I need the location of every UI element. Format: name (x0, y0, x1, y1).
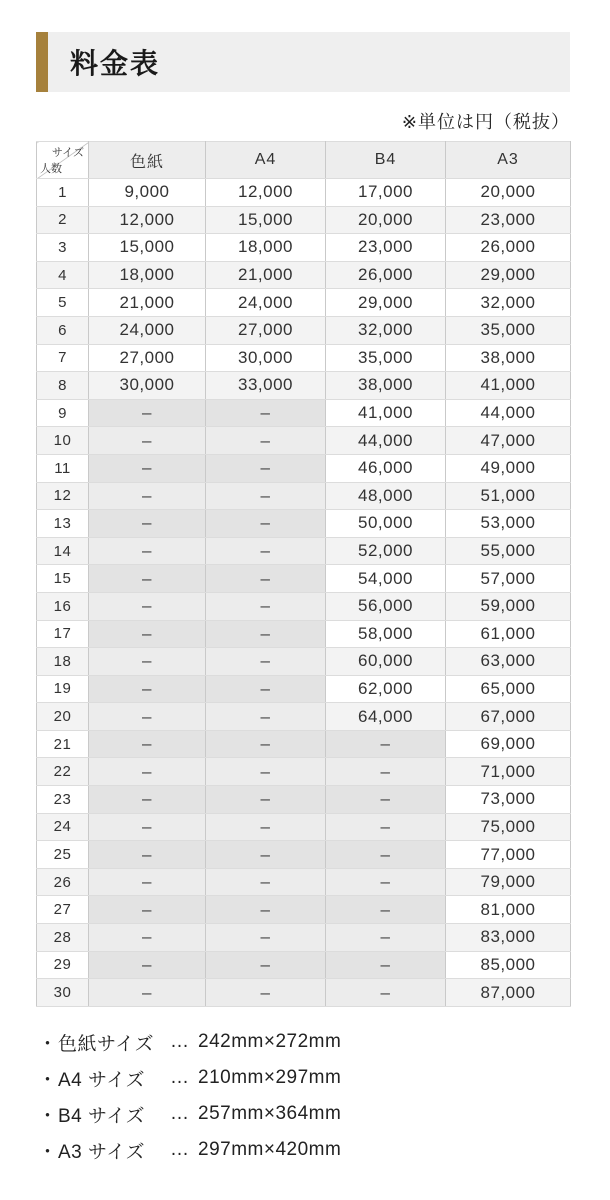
bullet-icon: ・ (38, 1105, 58, 1127)
not-available-cell: – (89, 786, 206, 814)
not-available-cell: – (89, 896, 206, 924)
not-available-cell: – (326, 730, 446, 758)
not-available-cell: – (206, 786, 326, 814)
price-cell: 30,000 (89, 372, 206, 400)
price-cell: 83,000 (446, 924, 571, 952)
price-cell: 46,000 (326, 454, 446, 482)
not-available-cell: – (206, 565, 326, 593)
price-cell: 23,000 (326, 234, 446, 262)
corner-label-people: 人数 (40, 163, 62, 175)
price-cell: 27,000 (89, 344, 206, 372)
not-available-cell: – (89, 427, 206, 455)
table-row (37, 813, 571, 841)
not-available-cell: – (89, 868, 206, 896)
price-cell: 79,000 (446, 868, 571, 896)
table-row (37, 316, 571, 344)
ellipsis-separator: … (170, 1139, 189, 1160)
price-cell: 61,000 (446, 620, 571, 648)
table-row (37, 482, 571, 510)
size-legend (38, 1024, 341, 1168)
people-count-cell: 22 (37, 758, 89, 786)
not-available-cell: – (206, 399, 326, 427)
people-count-cell: 30 (37, 979, 89, 1007)
people-count-cell: 21 (37, 730, 89, 758)
table-row (37, 592, 571, 620)
not-available-cell: – (89, 510, 206, 538)
price-cell: 58,000 (326, 620, 446, 648)
not-available-cell: – (206, 648, 326, 676)
price-cell: 9,000 (89, 179, 206, 207)
table-row (37, 868, 571, 896)
price-cell: 18,000 (89, 261, 206, 289)
people-count-cell: 16 (37, 592, 89, 620)
people-count-cell: 12 (37, 482, 89, 510)
not-available-cell: – (89, 454, 206, 482)
size-value: 210mm×297mm (198, 1067, 342, 1088)
not-available-cell: – (89, 399, 206, 427)
price-cell: 62,000 (326, 675, 446, 703)
bullet-icon: ・ (38, 1069, 58, 1091)
not-available-cell: – (89, 951, 206, 979)
table-row (37, 979, 571, 1007)
people-count-cell: 20 (37, 703, 89, 731)
not-available-cell: – (326, 786, 446, 814)
not-available-cell: – (206, 537, 326, 565)
header-row (37, 142, 571, 179)
price-cell: 53,000 (446, 510, 571, 538)
table-row (37, 289, 571, 317)
not-available-cell: – (206, 427, 326, 455)
not-available-cell: – (89, 537, 206, 565)
price-cell: 32,000 (446, 289, 571, 317)
price-cell: 55,000 (446, 537, 571, 565)
not-available-cell: – (326, 979, 446, 1007)
price-cell: 35,000 (446, 316, 571, 344)
price-cell: 59,000 (446, 592, 571, 620)
not-available-cell: – (206, 979, 326, 1007)
price-cell: 85,000 (446, 951, 571, 979)
price-cell: 15,000 (89, 234, 206, 262)
not-available-cell: – (206, 592, 326, 620)
people-count-cell: 10 (37, 427, 89, 455)
people-count-cell: 15 (37, 565, 89, 593)
size-value: 242mm×272mm (198, 1031, 342, 1052)
price-cell: 77,000 (446, 841, 571, 869)
table-row (37, 951, 571, 979)
ellipsis-separator: … (170, 1067, 189, 1088)
not-available-cell: – (206, 924, 326, 952)
price-table (36, 141, 571, 1007)
price-cell: 27,000 (206, 316, 326, 344)
people-count-cell: 18 (37, 648, 89, 676)
size-label: A3 サイズ (58, 1141, 145, 1163)
price-table-body (37, 179, 571, 1007)
price-cell: 12,000 (89, 206, 206, 234)
table-row (37, 841, 571, 869)
size-label: B4 サイズ (58, 1105, 145, 1127)
price-cell: 44,000 (326, 427, 446, 455)
not-available-cell: – (206, 482, 326, 510)
not-available-cell: – (206, 896, 326, 924)
people-count-cell: 19 (37, 675, 89, 703)
not-available-cell: – (206, 813, 326, 841)
table-row (37, 399, 571, 427)
not-available-cell: – (326, 868, 446, 896)
column-header-A3: A3 (446, 142, 571, 179)
not-available-cell: – (89, 648, 206, 676)
not-available-cell: – (206, 703, 326, 731)
corner-header-cell (37, 142, 89, 179)
price-cell: 75,000 (446, 813, 571, 841)
price-cell: 52,000 (326, 537, 446, 565)
table-row (37, 537, 571, 565)
table-row (37, 344, 571, 372)
price-cell: 41,000 (326, 399, 446, 427)
table-row (37, 234, 571, 262)
table-row (37, 896, 571, 924)
people-count-cell: 4 (37, 261, 89, 289)
price-cell: 38,000 (446, 344, 571, 372)
price-cell: 23,000 (446, 206, 571, 234)
not-available-cell: – (206, 454, 326, 482)
not-available-cell: – (326, 951, 446, 979)
table-row (37, 206, 571, 234)
people-count-cell: 6 (37, 316, 89, 344)
not-available-cell: – (326, 841, 446, 869)
people-count-cell: 28 (37, 924, 89, 952)
price-cell: 38,000 (326, 372, 446, 400)
table-row (37, 565, 571, 593)
size-label: A4 サイズ (58, 1069, 145, 1091)
title-accent-bar (36, 32, 48, 92)
price-table-head (37, 142, 571, 179)
size-legend-item (38, 1132, 341, 1168)
price-cell: 12,000 (206, 179, 326, 207)
not-available-cell: – (206, 510, 326, 538)
table-row (37, 620, 571, 648)
table-row (37, 758, 571, 786)
people-count-cell: 11 (37, 454, 89, 482)
not-available-cell: – (206, 868, 326, 896)
price-cell: 73,000 (446, 786, 571, 814)
price-cell: 48,000 (326, 482, 446, 510)
not-available-cell: – (89, 813, 206, 841)
not-available-cell: – (89, 482, 206, 510)
people-count-cell: 17 (37, 620, 89, 648)
price-cell: 32,000 (326, 316, 446, 344)
column-header-B4: B4 (326, 142, 446, 179)
table-row (37, 510, 571, 538)
people-count-cell: 23 (37, 786, 89, 814)
not-available-cell: – (326, 924, 446, 952)
table-row (37, 703, 571, 731)
price-cell: 44,000 (446, 399, 571, 427)
not-available-cell: – (89, 758, 206, 786)
people-count-cell: 29 (37, 951, 89, 979)
not-available-cell: – (206, 730, 326, 758)
size-legend-item (38, 1024, 341, 1060)
bullet-icon: ・ (38, 1141, 58, 1163)
people-count-cell: 3 (37, 234, 89, 262)
price-cell: 47,000 (446, 427, 571, 455)
price-cell: 17,000 (326, 179, 446, 207)
price-cell: 20,000 (446, 179, 571, 207)
price-cell: 87,000 (446, 979, 571, 1007)
table-row (37, 924, 571, 952)
page-title: 料金表 (70, 48, 161, 79)
not-available-cell: – (89, 730, 206, 758)
column-header-色紙: 色紙 (89, 142, 206, 179)
not-available-cell: – (89, 703, 206, 731)
price-cell: 35,000 (326, 344, 446, 372)
price-cell: 69,000 (446, 730, 571, 758)
corner-label-size: サイズ (51, 147, 84, 159)
price-cell: 29,000 (446, 261, 571, 289)
not-available-cell: – (89, 841, 206, 869)
size-legend-item (38, 1060, 341, 1096)
price-cell: 56,000 (326, 592, 446, 620)
price-cell: 24,000 (89, 316, 206, 344)
people-count-cell: 7 (37, 344, 89, 372)
table-row (37, 454, 571, 482)
not-available-cell: – (206, 675, 326, 703)
people-count-cell: 25 (37, 841, 89, 869)
section-header (36, 32, 570, 92)
size-value: 297mm×420mm (198, 1139, 342, 1160)
bullet-icon: ・ (38, 1033, 58, 1055)
not-available-cell: – (89, 924, 206, 952)
price-cell: 30,000 (206, 344, 326, 372)
people-count-cell: 1 (37, 179, 89, 207)
not-available-cell: – (206, 841, 326, 869)
table-row (37, 675, 571, 703)
people-count-cell: 5 (37, 289, 89, 317)
price-cell: 49,000 (446, 454, 571, 482)
price-cell: 21,000 (89, 289, 206, 317)
ellipsis-separator: … (170, 1031, 189, 1052)
price-cell: 63,000 (446, 648, 571, 676)
people-count-cell: 8 (37, 372, 89, 400)
table-row (37, 179, 571, 207)
price-cell: 26,000 (326, 261, 446, 289)
price-cell: 21,000 (206, 261, 326, 289)
table-row (37, 648, 571, 676)
price-cell: 29,000 (326, 289, 446, 317)
price-cell: 50,000 (326, 510, 446, 538)
price-cell: 67,000 (446, 703, 571, 731)
people-count-cell: 9 (37, 399, 89, 427)
people-count-cell: 26 (37, 868, 89, 896)
price-cell: 81,000 (446, 896, 571, 924)
price-cell: 51,000 (446, 482, 571, 510)
price-cell: 41,000 (446, 372, 571, 400)
price-cell: 24,000 (206, 289, 326, 317)
size-legend-item (38, 1096, 341, 1132)
not-available-cell: – (89, 675, 206, 703)
price-cell: 65,000 (446, 675, 571, 703)
size-label: 色紙サイズ (58, 1033, 154, 1055)
column-header-A4: A4 (206, 142, 326, 179)
table-row (37, 372, 571, 400)
not-available-cell: – (206, 951, 326, 979)
price-cell: 64,000 (326, 703, 446, 731)
people-count-cell: 13 (37, 510, 89, 538)
price-cell: 33,000 (206, 372, 326, 400)
not-available-cell: – (89, 565, 206, 593)
price-cell: 71,000 (446, 758, 571, 786)
price-cell: 60,000 (326, 648, 446, 676)
table-row (37, 786, 571, 814)
not-available-cell: – (326, 813, 446, 841)
not-available-cell: – (206, 620, 326, 648)
people-count-cell: 2 (37, 206, 89, 234)
people-count-cell: 14 (37, 537, 89, 565)
not-available-cell: – (326, 896, 446, 924)
people-count-cell: 24 (37, 813, 89, 841)
not-available-cell: – (206, 758, 326, 786)
table-row (37, 261, 571, 289)
price-cell: 54,000 (326, 565, 446, 593)
people-count-cell: 27 (37, 896, 89, 924)
not-available-cell: – (326, 758, 446, 786)
table-row (37, 427, 571, 455)
size-value: 257mm×364mm (198, 1103, 342, 1124)
price-cell: 20,000 (326, 206, 446, 234)
table-row (37, 730, 571, 758)
not-available-cell: – (89, 979, 206, 1007)
not-available-cell: – (89, 592, 206, 620)
price-cell: 57,000 (446, 565, 571, 593)
price-cell: 15,000 (206, 206, 326, 234)
ellipsis-separator: … (170, 1103, 189, 1124)
unit-note: ※単位は円（税抜） (401, 112, 570, 132)
price-cell: 26,000 (446, 234, 571, 262)
price-cell: 18,000 (206, 234, 326, 262)
not-available-cell: – (89, 620, 206, 648)
